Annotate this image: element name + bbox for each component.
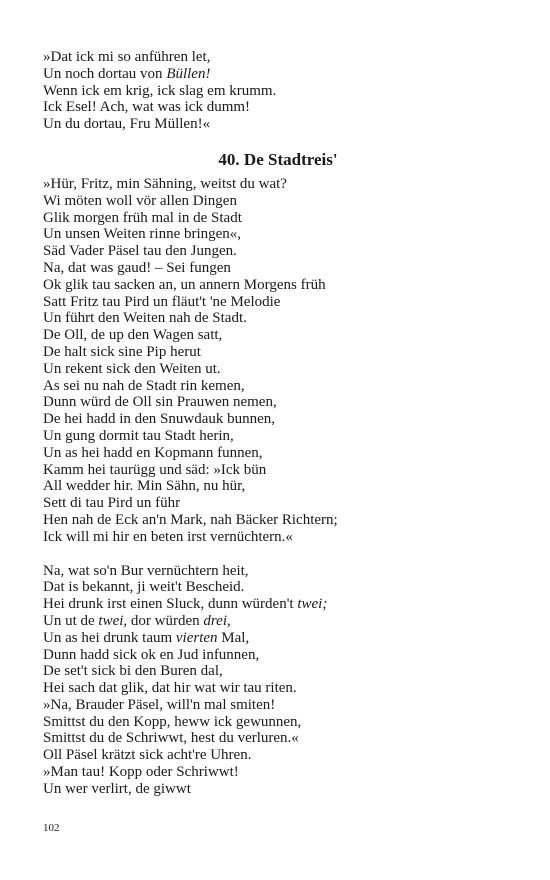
verse-line: [43, 747, 513, 764]
verse-text: Un as hei hadd en Kopmann funnen,: [43, 444, 263, 461]
stanza-previous-poem-ending: [43, 49, 513, 133]
verse-text: Un noch dortau von: [43, 65, 167, 82]
verse-line: [43, 596, 513, 613]
verse-line: [43, 445, 513, 462]
verse-line: [43, 49, 513, 66]
verse-text: Smittst du den Kopp, heww ick gewunnen,: [43, 713, 302, 730]
verse-text: Un as hei drunk taum: [43, 629, 176, 646]
verse-text: Dunn würd de Oll sin Prauwen nemen,: [43, 394, 277, 411]
verse-line: [43, 462, 513, 479]
verse-text: De halt sick sine Pip herut: [43, 343, 201, 360]
verse-line: [43, 563, 513, 580]
verse-line: [43, 613, 513, 630]
verse-text: De Oll, de up den Wagen satt,: [43, 327, 223, 344]
verse-line: [43, 327, 513, 344]
verse-text: Smittst du de Schriwwt, hest du verluren.«: [43, 730, 299, 747]
verse-line: [43, 210, 513, 227]
verse-line: [43, 428, 513, 445]
verse-text: Glik morgen früh mal in de Stadt: [43, 209, 242, 226]
verse-line: [43, 378, 513, 395]
verse-text: Un gung dormit tau Stadt herin,: [43, 427, 234, 444]
verse-line: [43, 99, 513, 116]
verse-line: [43, 512, 513, 529]
verse-line: [43, 411, 513, 428]
verse-text: Wenn ick em krig, ick slag em krumm.: [43, 82, 277, 99]
verse-line: [43, 529, 513, 546]
verse-text: »Hür, Fritz, min Sähning, weitst du wat?: [43, 175, 287, 192]
verse-line: [43, 495, 513, 512]
verse-italic-text: twei,: [98, 612, 128, 629]
verse-line: [43, 781, 513, 798]
verse-italic-text: drei,: [203, 612, 231, 629]
verse-line: [43, 260, 513, 277]
verse-line: [43, 680, 513, 697]
verse-line: [43, 764, 513, 781]
verse-line: [43, 478, 513, 495]
poem-title: 40. De Stadtreis': [218, 149, 338, 169]
verse-line: [43, 714, 513, 731]
verse-line: [43, 730, 513, 747]
verse-text: »Dat ick mi so anführen let,: [43, 49, 211, 65]
verse-italic-text: twei;: [297, 596, 328, 613]
stanza-1: [43, 176, 513, 546]
verse-text: Dunn hadd sick ok en Jud infunnen,: [43, 646, 260, 663]
verse-line: [43, 647, 513, 664]
verse-line: [43, 663, 513, 680]
verse-line: [43, 66, 513, 83]
verse-text: Wi möten woll vör allen Dingen: [43, 192, 237, 209]
verse-text: Hen nah de Eck an'n Mark, nah Bäcker Richtern;: [43, 511, 338, 528]
verse-text: Na, wat so'n Bur vernüchtern heit,: [43, 562, 249, 579]
verse-line: [43, 226, 513, 243]
verse-line: [43, 116, 513, 133]
stanza-2: [43, 563, 513, 798]
verse-text: Un rekent sick den Weiten ut.: [43, 360, 221, 377]
verse-text: Ok glik tau sacken an, un annern Morgens früh: [43, 276, 326, 293]
verse-text: Kamm hei taurügg und säd: »Ick bün: [43, 461, 267, 478]
verse-line: [43, 193, 513, 210]
verse-text: Un wer verlirt, de giwwt: [43, 780, 191, 797]
verse-line: [43, 630, 513, 647]
verse-text: Un führt den Weiten nah de Stadt.: [43, 310, 247, 327]
verse-text: Mal,: [217, 629, 250, 646]
verse-line: [43, 83, 513, 100]
verse-text: »Na, Brauder Päsel, will'n mal smiten!: [43, 696, 276, 713]
verse-line: [43, 277, 513, 294]
verse-text: All wedder hir. Min Sähn, nu hür,: [43, 478, 246, 495]
verse-line: [43, 243, 513, 260]
page-number: 102: [43, 822, 60, 834]
verse-italic-text: vierten: [175, 629, 218, 646]
verse-text: »Man tau! Kopp oder Schriwwt!: [43, 764, 239, 781]
verse-line: [43, 344, 513, 361]
book-page: [43, 49, 513, 798]
verse-text: Oll Päsel krätzt sick acht're Uhren.: [43, 747, 252, 764]
section-gap: [43, 133, 513, 150]
verse-line: [43, 294, 513, 311]
verse-text: De set't sick bi den Buren dal,: [43, 663, 223, 680]
verse-text: Säd Vader Päsel tau den Jungen.: [43, 243, 237, 260]
verse-text: Un unsen Weiten rinne bringen«,: [43, 226, 242, 243]
verse-text: dor würden: [127, 612, 204, 629]
verse-line: [43, 394, 513, 411]
verse-line: [43, 361, 513, 378]
verse-text: Na, dat was gaud! – Sei fungen: [43, 259, 231, 276]
verse-line: [43, 176, 513, 193]
verse-text: Dat is bekannt, ji weit't Bescheid.: [43, 579, 245, 596]
verse-text: Hei drunk irst einen Sluck, dunn würden't: [43, 596, 298, 613]
verse-text: Ick will mi hir en beten irst vernüchtern.«: [43, 528, 293, 545]
verse-text: Un du dortau, Fru Müllen!«: [43, 116, 211, 133]
verse-text: Hei sach dat glik, dat hir wat wir tau riten.: [43, 680, 297, 697]
verse-line: [43, 310, 513, 327]
verse-line: [43, 579, 513, 596]
verse-text: As sei nu nah de Stadt rin kemen,: [43, 377, 245, 394]
verse-text: Ick Esel! Ach, wat was ick dumm!: [43, 99, 251, 116]
verse-italic-text: Büllen!: [166, 65, 211, 82]
verse-text: Un ut de: [43, 612, 99, 629]
stanza-gap: [43, 546, 513, 563]
verse-text: Satt Fritz tau Pird un fläut't 'ne Melodie: [43, 293, 281, 310]
verse-text: Sett di tau Pird un führ: [43, 495, 181, 512]
verse-line: [43, 697, 513, 714]
verse-text: De hei hadd in den Snuwdauk bunnen,: [43, 411, 276, 428]
